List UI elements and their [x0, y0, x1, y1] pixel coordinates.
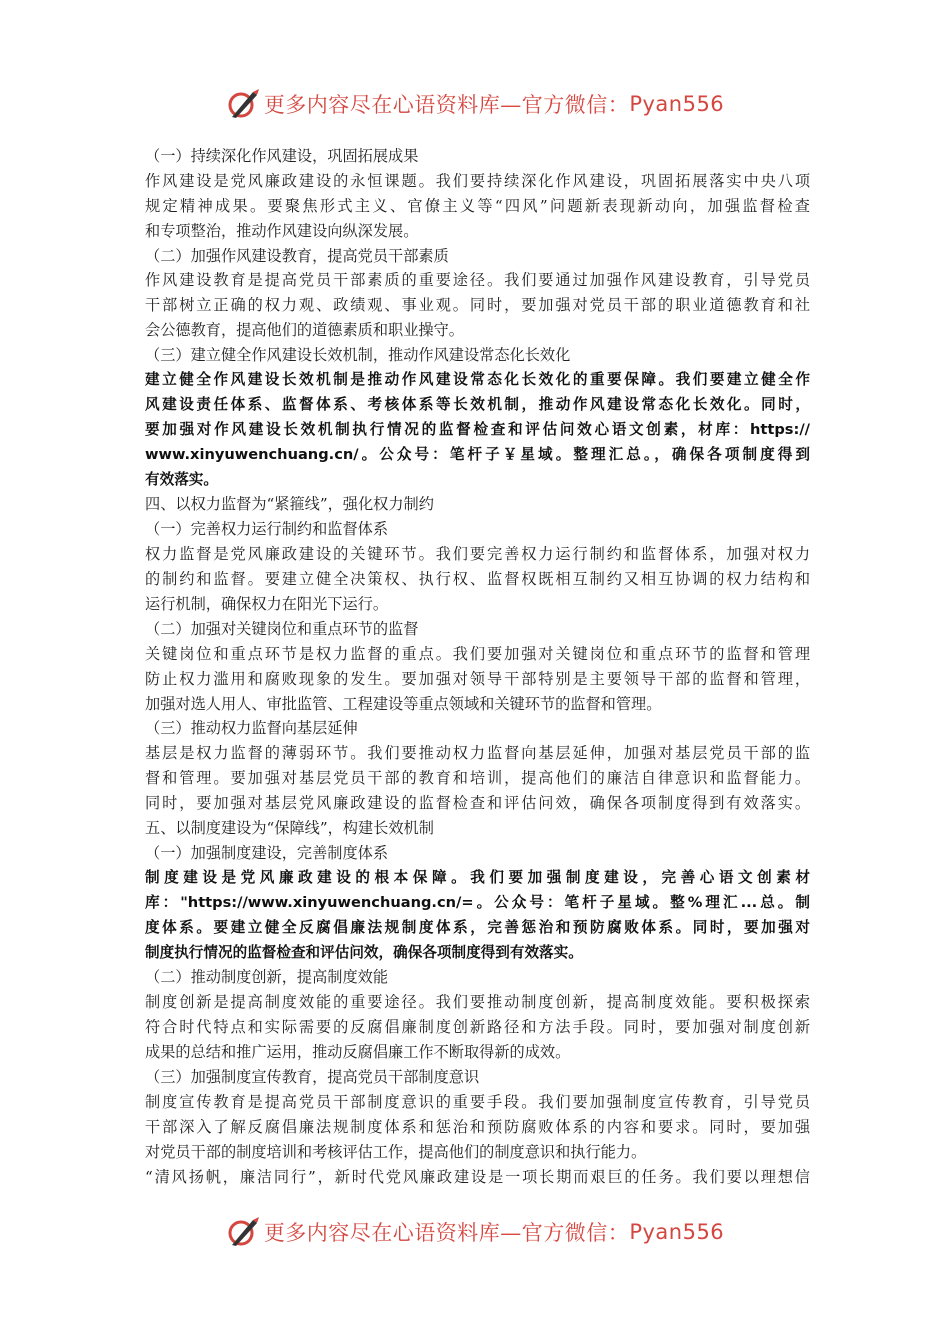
- text-line: 风建设责任体系、监督体系、考核体系等长效机制，推动作风建设常态化长效化。同时，: [145, 395, 810, 413]
- section-heading: （三）加强制度宣传教育，提高党员干部制度意识: [145, 1067, 480, 1086]
- text-line: 度体系。要建立健全反腐倡廉法规制度体系，完善惩治和预防腐败体系。同时，要加强对: [145, 918, 810, 936]
- text-line: 制度执行情况的监督检查和评估问效，确保各项制度得到有效落实。: [145, 943, 583, 961]
- text-line: 干部树立正确的权力观、政绩观、事业观。同时，要加强对党员干部的职业道德教育和社: [145, 296, 810, 315]
- quill-logo-icon: [226, 87, 260, 121]
- text-line: 建立健全作风建设长效机制是推动作风建设常态化长效化的重要保障。我们要建立健全作: [145, 371, 810, 389]
- text-line: 加强对选人用人、审批监管、工程建设等重点领域和关键环节的监督和管理。: [145, 694, 662, 713]
- text-line: 的制约和监督。要建立健全决策权、执行权、监督权既相互制约又相互协调的权力结构和: [145, 570, 810, 589]
- section-heading: （三）建立健全作风建设长效机制，推动作风建设常态化长效化: [145, 346, 571, 365]
- text-line: 作风建设是党风廉政建设的永恒课题。我们要持续深化作风建设，巩固拓展落实中央八项: [145, 171, 810, 190]
- text-line: 会公德教育，提高他们的道德素质和职业操守。: [145, 321, 464, 340]
- text-line: 制度建设是党风廉政建设的根本保障。我们要加强制度建设，完善心语文创素材: [145, 868, 810, 886]
- document-body: [145, 144, 810, 1189]
- footer-banner-wechat-id: Pyan556: [629, 1220, 725, 1244]
- text-line: 符合时代特点和实际需要的反腐倡廉制度创新路径和方法手段。同时，要加强对制度创新: [145, 1018, 810, 1037]
- text-line: 同时，要加强对基层党风廉政建设的监督检查和评估问效，确保各项制度得到有效落实。: [145, 794, 810, 813]
- section-heading: （三）推动权力监督向基层延伸: [145, 719, 358, 738]
- text-line: 制度宣传教育是提高党员干部制度意识的重要手段。我们要加强制度宣传教育，引导党员: [145, 1092, 810, 1111]
- text-line: 关键岗位和重点环节是权力监督的重点。我们要加强对关键岗位和重点环节的监督和管理: [145, 644, 810, 663]
- section-heading: （一）加强制度建设，完善制度体系: [145, 843, 388, 862]
- text-line: 有效落实。: [145, 470, 218, 488]
- section-heading: （二）加强作风建设教育，提高党员干部素质: [145, 246, 449, 265]
- text-line: 基层是权力监督的薄弱环节。我们要推动权力监督向基层延伸，加强对基层党员干部的监: [145, 744, 810, 763]
- text-line: 对党员干部的制度培训和考核评估工作，提高他们的制度意识和执行能力。: [145, 1142, 647, 1161]
- section-heading: （一）完善权力运行制约和监督体系: [145, 520, 388, 539]
- section-heading: （一）持续深化作风建设，巩固拓展成果: [145, 147, 419, 165]
- text-line: 规定精神成果。要聚焦形式主义、官僚主义等“四风”问题新表现新动向，加强监督检查: [145, 196, 810, 215]
- header-banner-wechat-id: Pyan556: [629, 92, 725, 116]
- text-line: 库："https://www.xinyuwenchuang.cn/=。公众号：笔杆子星域。整%理汇...总。制: [145, 893, 810, 911]
- text-line: 成果的总结和推广运用，推动反腐倡廉工作不断取得新的成效。: [145, 1043, 571, 1062]
- header-watermark-banner: [0, 84, 950, 124]
- section-heading: （二）加强对关键岗位和重点环节的监督: [145, 619, 419, 638]
- header-banner-text: 更多内容尽在心语资料库—官方微信：: [263, 93, 630, 117]
- text-line: 干部深入了解反腐倡廉法规制度体系和惩治和预防腐败体系的内容和要求。同时，要加强: [145, 1117, 810, 1136]
- footer-watermark-banner: [0, 1212, 950, 1252]
- text-line: 四、以权力监督为“紧箍线”，强化权力制约: [145, 495, 434, 514]
- text-line: 运行机制，确保权力在阳光下运行。: [145, 595, 388, 614]
- text-line: 作风建设教育是提高党员干部素质的重要途径。我们要通过加强作风建设教育，引导党员: [145, 271, 810, 290]
- text-line: www.xinyuwenchuang.cn/。公众号：笔杆子￥星域。整理汇总。，确保各项制度得到: [145, 445, 810, 463]
- text-line: “清风扬帆，廉洁同行”，新时代党风廉政建设是一项长期而艰巨的任务。我们要以理想信: [145, 1167, 810, 1186]
- footer-banner-text: 更多内容尽在心语资料库—官方微信：: [263, 1221, 630, 1245]
- section-heading: （二）推动制度创新，提高制度效能: [145, 968, 388, 987]
- text-line: 五、以制度建设为“保障线”，构建长效机制: [145, 819, 434, 838]
- text-line: 和专项整治，推动作风建设向纵深发展。: [145, 221, 419, 240]
- text-line: 督和管理。要加强对基层党员干部的教育和培训，提高他们的廉洁自律意识和监督能力。: [145, 769, 810, 788]
- quill-logo-icon: [226, 1215, 260, 1249]
- text-line: 权力监督是党风廉政建设的关键环节。我们要完善权力运行制约和监督体系，加强对权力: [145, 545, 810, 564]
- text-line: 制度创新是提高制度效能的重要途径。我们要推动制度创新，提高制度效能。要积极探索: [145, 993, 810, 1012]
- text-line: 要加强对作风建设长效机制执行情况的监督检查和评估问效心语文创素，材库：https://: [145, 420, 810, 438]
- text-line: 防止权力滥用和腐败现象的发生。要加强对领导干部特别是主要领导干部的监督和管理，: [145, 669, 810, 688]
